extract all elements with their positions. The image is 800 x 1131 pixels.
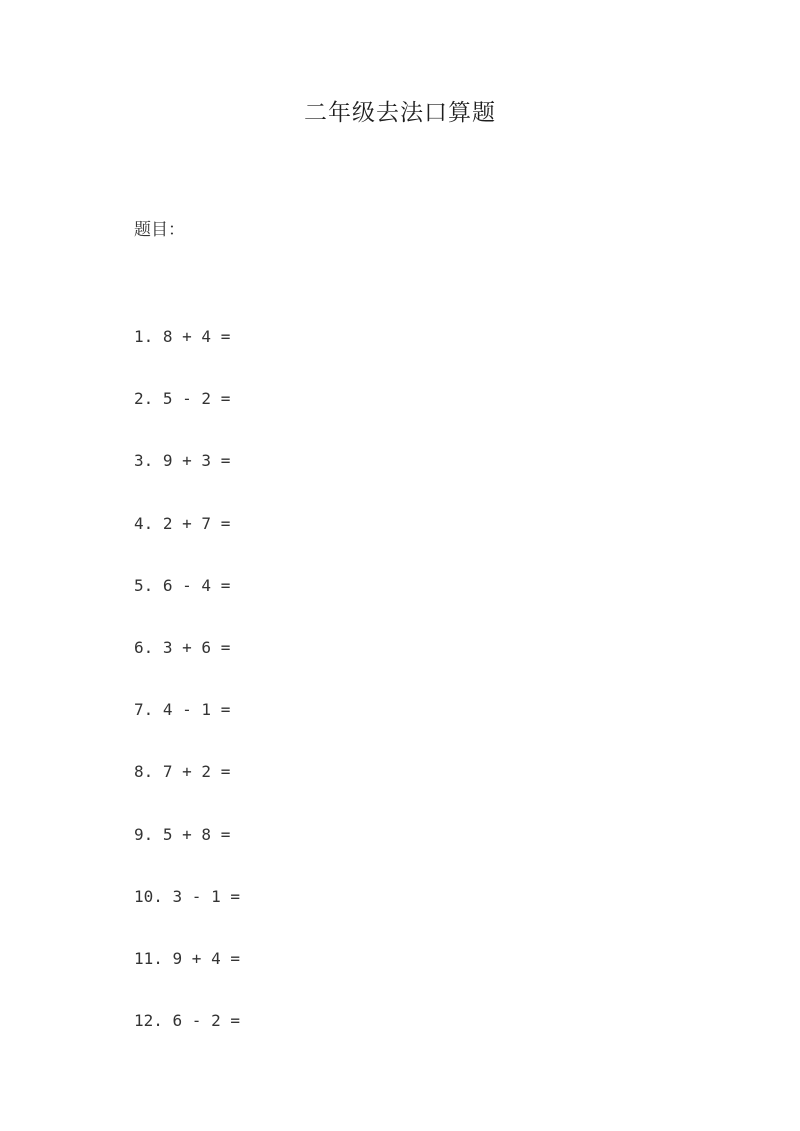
problem-list — [134, 325, 240, 1071]
problem-item: 3. 9 + 3 = — [134, 451, 231, 471]
problem-item: 12. 6 - 2 = — [134, 1011, 240, 1031]
problem-item: 10. 3 - 1 = — [134, 886, 240, 906]
document-title: 二年级去法口算题 — [304, 100, 496, 126]
problem-item: 7. 4 - 1 = — [134, 700, 231, 720]
problem-item: 5. 6 - 4 = — [134, 575, 231, 595]
problem-item: 2. 5 - 2 = — [134, 389, 231, 409]
problem-item: 9. 5 + 8 = — [134, 824, 231, 844]
problem-item: 1. 8 + 4 = — [134, 327, 231, 346]
problem-item: 8. 7 + 2 = — [134, 762, 231, 782]
problem-item: 11. 9 + 4 = — [134, 948, 240, 968]
problem-item: 4. 2 + 7 = — [134, 513, 231, 533]
section-label: 题目： — [134, 220, 185, 240]
problem-item: 6. 3 + 6 = — [134, 637, 231, 657]
